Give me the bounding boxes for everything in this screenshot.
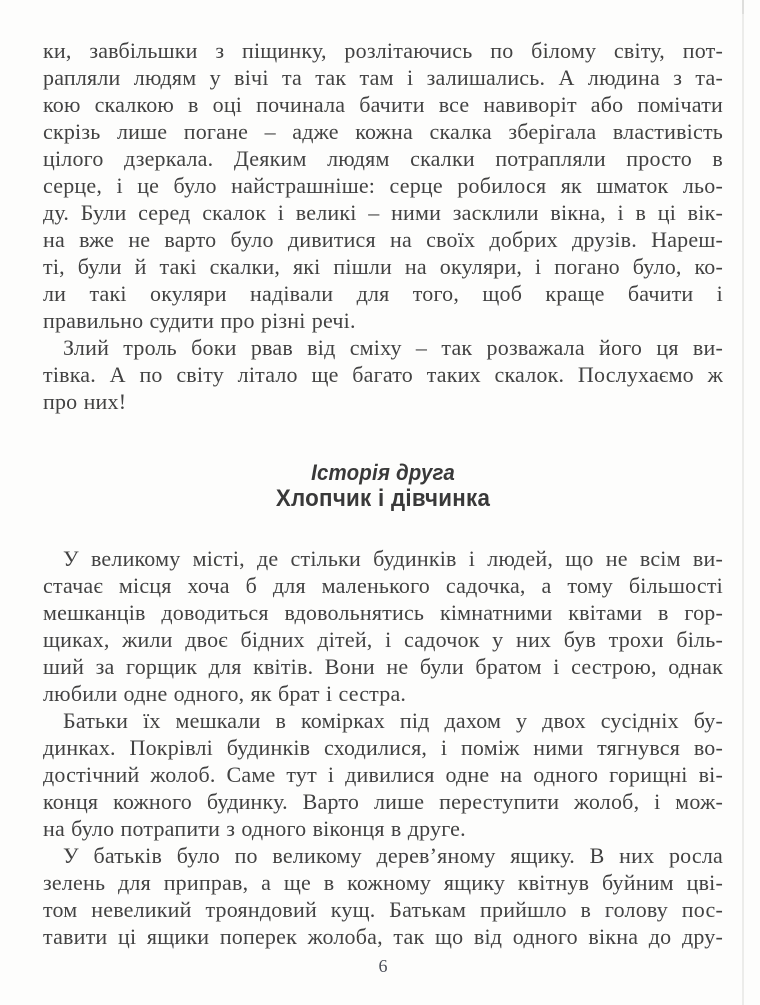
text-line: тавити ці ящики поперек жолоба, так що від одного вікна до дру- [43,924,723,949]
text-line: достічний жолоб. Саме тут і дивилися одне на одного горищні ві- [43,762,723,787]
paragraph [43,842,723,950]
text-block-after-heading [43,545,723,950]
text-line: на було потрапити з одного віконця в друге. [43,816,466,841]
text-line: мешканців доводиться вдовольнятись кімнатними квітами в гор- [43,600,723,625]
text-line: ший за горщик для квітів. Вони не були братом і сестрою, однак [43,654,723,679]
text-line: конця кожного будинку. Варто лише переступити жолоб, і мож- [43,789,723,814]
text-line: Батьки їх мешкали в комірках під дахом у двох сусідніх бу- [63,708,723,733]
page-number: 6 [378,956,388,976]
story-heading-title: Історія друга [311,460,455,485]
text-line: правильно судити про різні речі. [43,308,356,333]
text-line: рапляли людям у вічі та так там і залишались. А людина з та- [43,65,723,90]
story-heading [43,460,723,512]
story-heading-subtitle: Хлопчик і дівчинка [275,485,491,512]
text-line: ті, були й такі скалки, які пішли на окуляри, і погано було, ко- [43,254,723,279]
paragraph [43,707,723,842]
text-line: скрізь лише погане – адже кожна скалка зберігала властивість [43,119,723,144]
text-line: ли такі окуляри надівали для того, щоб краще бачити і [43,281,723,306]
text-line: стачає місця хоча б для маленького садочка, а тому більшості [43,573,723,598]
text-line: цілого дзеркала. Деяким людям скалки потрапляли просто в [43,146,723,171]
text-line: том невеликий трояндовий кущ. Батькам прийшло в голову пос- [43,897,723,922]
text-line: про них! [43,389,127,414]
paragraph [43,545,723,707]
paragraph [43,37,723,334]
paragraph [43,334,723,415]
text-line: любили одне одного, як брат і сестра. [43,681,407,706]
text-line: тівка. А по світу літало ще багато таких скалок. Послухаємо ж [43,362,723,387]
text-line: кою скалкою в оці починала бачити все навиворіт або помічати [43,92,723,117]
text-line: динках. Покрівлі будинків сходилися, і поміж ними тягнувся во- [43,735,723,760]
text-line: У батьків було по великому дерев’яному ящику. В них росла [63,843,723,868]
text-line: ки, завбільшки з піщинку, розлітаючись по білому світу, пот- [43,38,723,63]
text-line: серце, і це було найстрашніше: серце робилося як шматок льо- [43,173,723,198]
text-block-before-heading [43,37,723,415]
text-line: Злий троль боки рвав від сміху – так розважала його ця ви- [63,335,723,360]
text-line: на вже не варто було дивитися на своїх добрих друзів. Нареш- [43,227,723,252]
text-line: щиках, жили двоє бідних дітей, і садочок у них був трохи біль- [43,627,723,652]
text-line: ду. Були серед скалок і великі – ними засклили вікна, і в ці вік- [43,200,723,225]
text-line: У великому місті, де стільки будинків і людей, що не всім ви- [63,546,723,571]
text-line: зелень для приправ, а ще в кожному ящику квітнув буйним цві- [43,870,723,895]
